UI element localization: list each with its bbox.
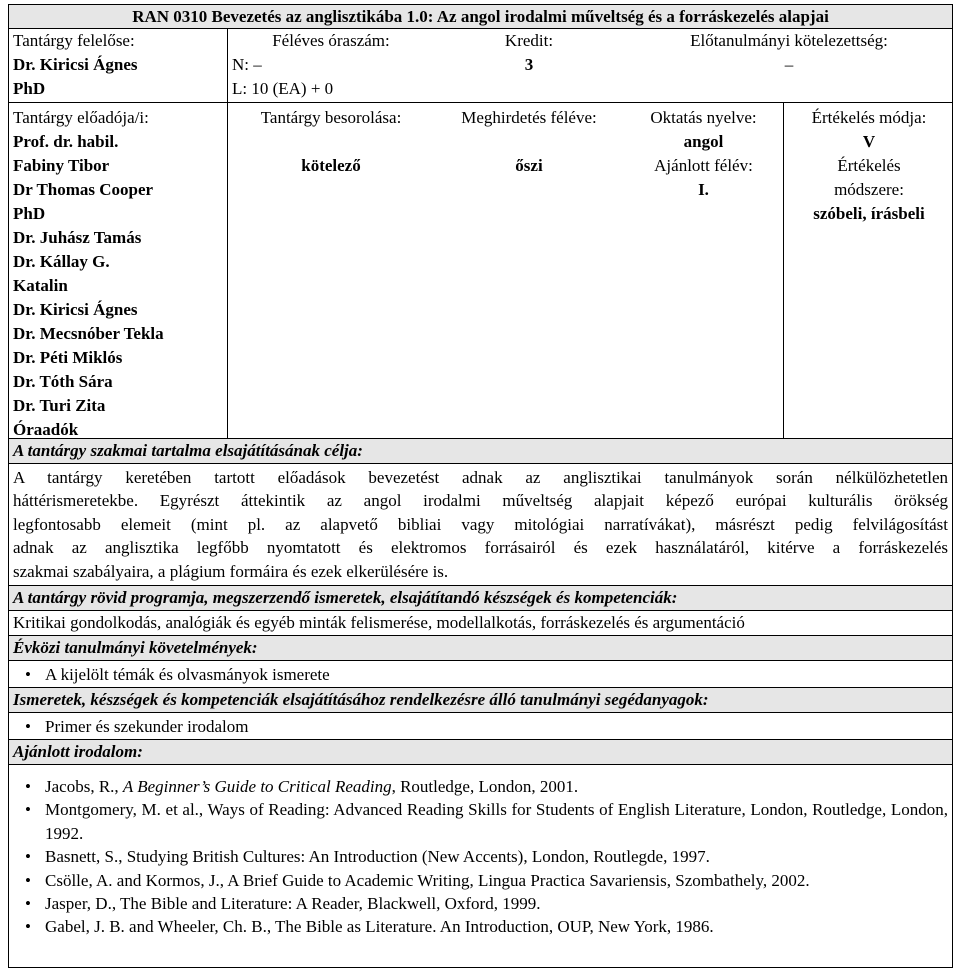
nyelv-value: angol <box>683 132 724 151</box>
bullet-icon: • <box>25 800 31 820</box>
besorolas-cell <box>228 103 434 438</box>
modszer-label-2: módszere: <box>834 180 904 199</box>
eloado-name: Prof. dr. habil. <box>13 132 119 151</box>
cel-body-row <box>9 464 952 586</box>
bibliography-item <box>9 845 952 868</box>
modszer-label-1: Értékelés <box>837 156 901 175</box>
oraszam-l: L: 10 (EA) + 0 <box>232 79 334 98</box>
eloado-name: Dr. Péti Miklós <box>13 348 123 367</box>
eloado-name: Óraadók <box>13 420 79 439</box>
cel-line: A tantárgy keretében tartott előadások bevezetést adnak az anglisztikai tanulmányok során nélkülözhetetlen <box>13 468 948 487</box>
oraszam-cell <box>228 29 434 102</box>
course-title: RAN 0310 Bevezetés az anglisztikába 1.0: Az angol irodalmi műveltség és a forráskezelés alapjai <box>132 7 829 26</box>
cel-heading-row <box>9 439 952 464</box>
bibliography-author: Jasper, D., <box>45 894 121 914</box>
felelos-cell <box>9 29 228 102</box>
irodalom-heading: Ajánlott irodalom: <box>13 742 143 761</box>
felelos-label: Tantárgy felelőse: <box>13 31 135 50</box>
ertekeles-value: V <box>862 132 876 151</box>
irodalom-body-row <box>9 765 952 967</box>
bibliography-details: Studying British Cultures: An Introduction (New Accents), London, Routlegde, 1997. <box>126 847 710 867</box>
bibliography-author: Montgomery, M. et al., <box>45 800 208 820</box>
meghirdetes-value: őszi <box>515 156 543 175</box>
kredit-cell <box>434 29 624 102</box>
eloado-name: Dr Thomas Cooper <box>13 180 154 199</box>
bibliography-item <box>9 775 952 798</box>
bullet-icon: • <box>25 847 31 867</box>
elotan-label: Előtanulmányi kötelezettség: <box>690 31 888 50</box>
title-row <box>9 5 952 29</box>
eloado-name: Dr. Turi Zita <box>13 396 106 415</box>
bullet-icon: • <box>25 777 31 796</box>
nyelv-label: Oktatás nyelve: <box>650 108 757 127</box>
modszer-value: szóbeli, írásbeli <box>813 204 925 223</box>
program-heading: A tantárgy rövid programja, megszerzendő ismeretek, elsajátítandó készségek és kompetenciák: <box>13 588 678 607</box>
kredit-label: Kredit: <box>504 31 554 50</box>
list-item-text: A kijelölt témák és olvasmányok ismerete <box>45 665 330 684</box>
eloado-name: Katalin <box>13 276 68 295</box>
program-body-row <box>9 611 952 636</box>
besorolas-value: kötelező <box>301 156 361 175</box>
bibliography-author: Csölle, A. and Kormos, J., <box>45 870 228 890</box>
bibliography-title: A Beginner’s Guide to Critical Reading <box>122 777 392 796</box>
ajanlott-value: I. <box>698 180 709 199</box>
segedanyag-heading-row <box>9 688 952 713</box>
list-item <box>9 715 952 738</box>
bibliography-item <box>9 869 952 892</box>
elotan-value: – <box>784 55 794 74</box>
oraszam-label: Féléves óraszám: <box>272 31 390 50</box>
besorolas-label: Tantárgy besorolása: <box>260 108 402 127</box>
program-text: Kritikai gondolkodás, analógiák és egyéb minták felismerése, modellalkotás, forráskezelés és argumentáció <box>13 613 745 632</box>
list-item-text: Primer és szekunder irodalom <box>45 717 249 736</box>
bibliography-details: A Brief Guide to Academic Writing, Lingua Practica Savariensis, Szombathely, 2002. <box>227 870 810 890</box>
bullet-icon: • <box>25 917 31 937</box>
eloado-label: Tantárgy előadója/i: <box>13 108 149 127</box>
ajanlott-label: Ajánlott félév: <box>654 156 753 175</box>
kredit-value: 3 <box>524 55 534 74</box>
bullet-icon: • <box>25 717 31 736</box>
header-row-2 <box>9 103 952 439</box>
bibliography-details: The Bible and Literature: A Reader, Blackwell, Oxford, 1999. <box>120 894 541 914</box>
eloado-name: Dr. Mecsnóber Tekla <box>13 324 164 343</box>
eloado-list <box>13 130 223 442</box>
segedanyag-body-row <box>9 713 952 740</box>
cel-text <box>9 466 952 583</box>
elotan-cell <box>624 29 954 102</box>
bibliography-details: , Routledge, London, 2001. <box>391 777 579 796</box>
evkozi-heading-row <box>9 636 952 661</box>
cel-line: legfontosabb elemeit (mint pl. az alapvető bibliai vagy mitológiai narratívákat), másrészt pedig felvilágosítást <box>13 514 948 534</box>
nyelv-cell <box>624 103 784 438</box>
bibliography-author: Gabel, J. B. and Wheeler, Ch. B., <box>45 917 276 937</box>
eloado-cell <box>9 103 228 438</box>
cel-heading: A tantárgy szakmai tartalma elsajátításának célja: <box>13 441 363 460</box>
eloado-name: Dr. Tóth Sára <box>13 372 113 391</box>
list-item <box>9 663 952 686</box>
eloado-name: Dr. Kállay G. <box>13 252 110 271</box>
bibliography-item <box>9 915 952 938</box>
meghirdetes-cell <box>434 103 624 438</box>
cel-line: szakmai szabályaira, a plágium formáira és ezek elkerülésére is. <box>13 561 449 581</box>
cel-line: adnak az anglisztika legfőbb nyomtatott és elektromos forrásairól és ezek használatáról, kitérve a forráskezelés <box>13 538 948 558</box>
eloado-name: Fabiny Tibor <box>13 156 110 175</box>
felelos-name: Dr. Kiricsi Ágnes <box>13 55 138 74</box>
irodalom-heading-row <box>9 740 952 765</box>
ertekeles-cell <box>784 103 954 438</box>
course-sheet <box>8 4 953 968</box>
meghirdetes-label: Meghirdetés féléve: <box>461 108 597 127</box>
ertekeles-label: Értékelés módja: <box>811 108 927 127</box>
cel-line: háttérismeretekbe. Egyrészt áttekintik az angol irodalmi műveltség alapjait képező európai kulturális örökség <box>13 491 948 511</box>
irodalom-list <box>9 775 952 939</box>
evkozi-heading: Évközi tanulmányi követelmények: <box>13 638 258 657</box>
bibliography-details: Ways of Reading: Advanced Reading Skills for Students of English Literature, London, Routledge, London, 1992. <box>45 800 948 843</box>
eloado-name: PhD <box>13 204 46 223</box>
evkozi-body-row <box>9 661 952 688</box>
segedanyag-list <box>9 715 952 738</box>
bibliography-details: The Bible as Literature. An Introduction, OUP, New York, 1986. <box>275 917 714 937</box>
header-row-1 <box>9 29 952 103</box>
bibliography-author: Jacobs, R., <box>45 777 123 796</box>
bibliography-author: Basnett, S., <box>45 847 127 867</box>
program-heading-row <box>9 586 952 611</box>
bibliography-item <box>9 798 952 845</box>
evkozi-list <box>9 663 952 686</box>
segedanyag-heading: Ismeretek, készségek és kompetenciák elsajátításához rendelkezésre álló tanulmányi segédanyagok: <box>13 690 709 709</box>
bibliography-item <box>9 892 952 915</box>
bullet-icon: • <box>25 870 31 890</box>
bullet-icon: • <box>25 894 31 914</box>
eloado-name: Dr. Juhász Tamás <box>13 228 142 247</box>
bullet-icon: • <box>25 665 31 684</box>
eloado-name: Dr. Kiricsi Ágnes <box>13 300 138 319</box>
felelos-title: PhD <box>13 79 46 98</box>
oraszam-n: N: – <box>232 55 262 74</box>
